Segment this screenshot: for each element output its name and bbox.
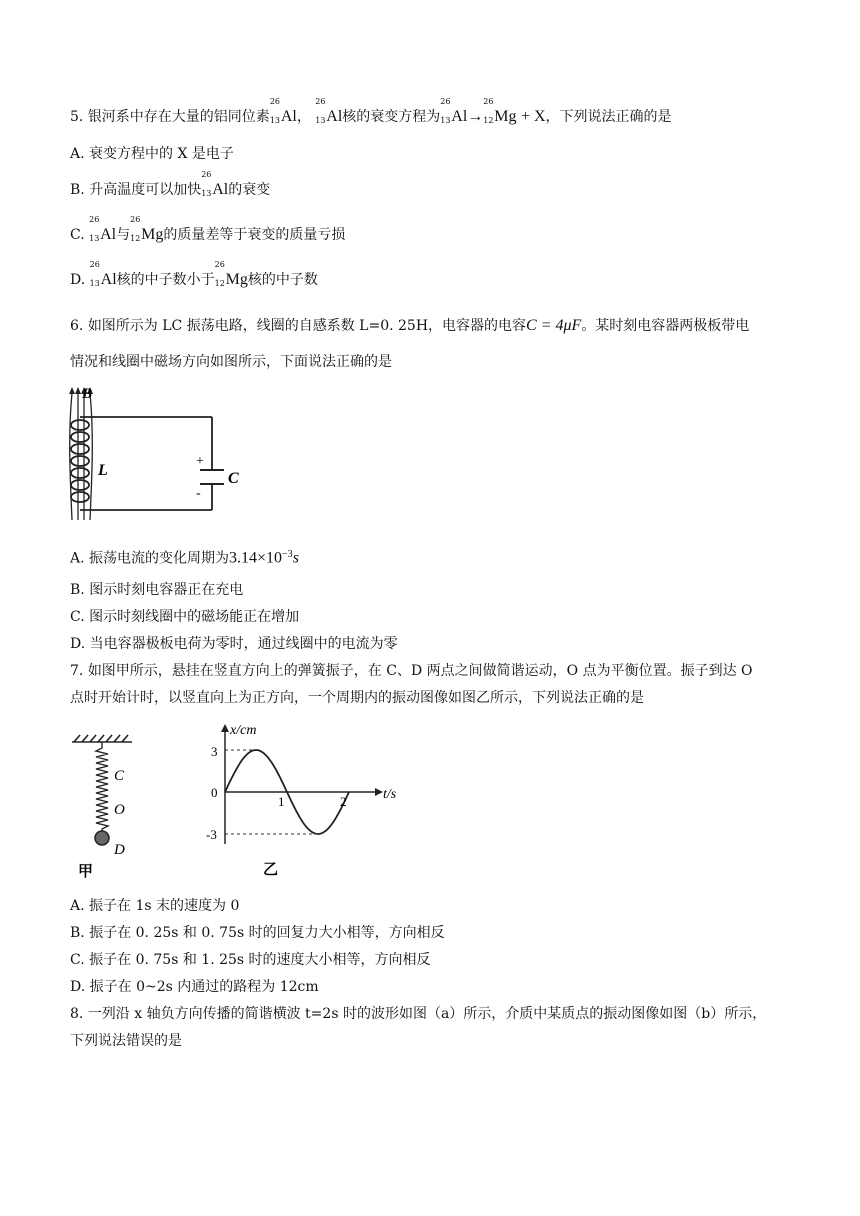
- point-o-label: O: [114, 802, 125, 818]
- q6-option-d[interactable]: D. 当电容器极板电荷为零时，通过线圈中的电流为零: [70, 636, 398, 652]
- y-axis-arrow: [221, 724, 229, 732]
- q7-option-d[interactable]: D. 振子在 0~2s 内通过的路程为 12cm: [70, 979, 319, 995]
- capacitor-plus-sign: +: [196, 454, 204, 469]
- q6-stem-line2: 情况和线圈中磁场方向如图所示，下面说法正确的是: [70, 354, 392, 370]
- q6-option-a[interactable]: A. 振荡电流的变化周期为$3.14\times 10^{-3}s$: [70, 549, 299, 567]
- x-axis-arrow: [375, 788, 383, 796]
- q8-stem: 8. 一列沿 x 轴负方向传播的简谐横波 t=2s 时的波形如图（a）所示，介质中某质点的振动图像如图（b）所示，: [70, 1006, 767, 1022]
- q5-stem: 5. 银河系中存在大量的铝同位素 26 13 Al， 26 13 Al核的衰变方程为 26 13 Al→ 26 12 Mg + X，下列说法正确的是: [70, 97, 672, 125]
- nuclide-al: 26 13 Al: [201, 170, 229, 198]
- y-tick-0: 0: [211, 785, 218, 800]
- q6-option-c[interactable]: C. 图示时刻线圈中的磁场能正在增加: [70, 609, 300, 625]
- capacitor-minus-sign: -: [196, 486, 201, 501]
- x-tick-1: 1: [278, 794, 285, 809]
- x-axis-label: t/s: [383, 787, 397, 802]
- inductor-coil: [71, 420, 89, 502]
- q5-stem-b: 核的衰变方程为: [342, 109, 441, 125]
- inductor-label: L: [98, 462, 108, 479]
- nuclide-mg: 26 12 Mg: [130, 215, 164, 243]
- nuclide-mg: 26 12 Mg: [214, 260, 248, 288]
- nuclide-al: 26 13 Al: [269, 97, 297, 125]
- q7-option-c[interactable]: C. 振子在 0. 75s 和 1. 25s 时的速度大小相等，方向相反: [70, 952, 431, 968]
- q7-option-a[interactable]: A. 振子在 1s 末的速度为 0: [70, 898, 240, 914]
- nuclide-al: 26 13 Al: [89, 215, 117, 243]
- point-d-label: D: [114, 842, 125, 858]
- oscillator-ball: [95, 831, 109, 845]
- nuclide-mg: 26 12 Mg: [483, 97, 517, 125]
- nuclide-al: 26 13 Al: [440, 97, 468, 125]
- q5-option-a[interactable]: A. 衰变方程中的 X 是电子: [70, 146, 234, 162]
- y-axis-label: x/cm: [230, 723, 257, 738]
- y-tick-3: 3: [211, 744, 218, 759]
- spring: [96, 742, 108, 832]
- magnetic-field-label: B: [82, 386, 93, 402]
- q5-number: 5.: [70, 109, 84, 125]
- x-tick-2: 2: [340, 794, 347, 809]
- nuclide-al: 26 13 Al: [89, 260, 117, 288]
- q6-option-b[interactable]: B. 图示时刻电容器正在充电: [70, 582, 244, 598]
- y-tick-neg3: -3: [206, 827, 217, 842]
- q5-stem-a: 银河系中存在大量的铝同位素: [87, 109, 270, 125]
- decay-product-x: + X: [520, 108, 546, 125]
- nuclide-al: 26 13 Al: [315, 97, 343, 125]
- q5-option-d[interactable]: D. 26 13 Al核的中子数小于 26 12 Mg核的中子数: [70, 260, 318, 288]
- capacitor-label: C: [228, 470, 239, 487]
- q7-stem: 7. 如图甲所示，悬挂在竖直方向上的弹簧振子，在 C、D 两点之间做简谐运动，O 点为平衡位置。振子到达 O: [70, 663, 753, 679]
- q7-option-b[interactable]: B. 振子在 0. 25s 和 0. 75s 时的回复力大小相等，方向相反: [70, 925, 445, 941]
- q5-stem-c: ，下列说法正确的是: [545, 109, 672, 125]
- q8-stem-line2: 下列说法错误的是: [70, 1033, 182, 1049]
- ceiling-support: [72, 735, 132, 742]
- q7-stem-line2: 点时开始计时，以竖直向上为正方向，一个周期内的振动图像如图乙所示，下列说法正确的是: [70, 690, 644, 706]
- q5-option-b[interactable]: B. 升高温度可以加快 26 13 Al的衰变: [70, 170, 271, 198]
- spring-oscillator-figure: [68, 730, 148, 880]
- figure-caption-jia: 甲: [78, 864, 94, 880]
- point-c-label: C: [114, 768, 125, 784]
- decay-arrow: →: [467, 108, 484, 125]
- figure-caption-yi: 乙: [263, 862, 279, 877]
- capacitance-formula: C = 4μF: [526, 317, 582, 334]
- vibration-graph: [205, 722, 405, 877]
- lc-circuit-figure: [62, 385, 242, 525]
- q6-stem: 6. 如图所示为 LC 振荡电路，线圈的自感系数 L=0. 25H，电容器的电容C = 4μF。某时刻电容器两极板带电: [70, 317, 750, 334]
- q5-option-c[interactable]: C. 26 13 Al与 26 12 Mg的质量差等于衰变的质量亏损: [70, 215, 346, 243]
